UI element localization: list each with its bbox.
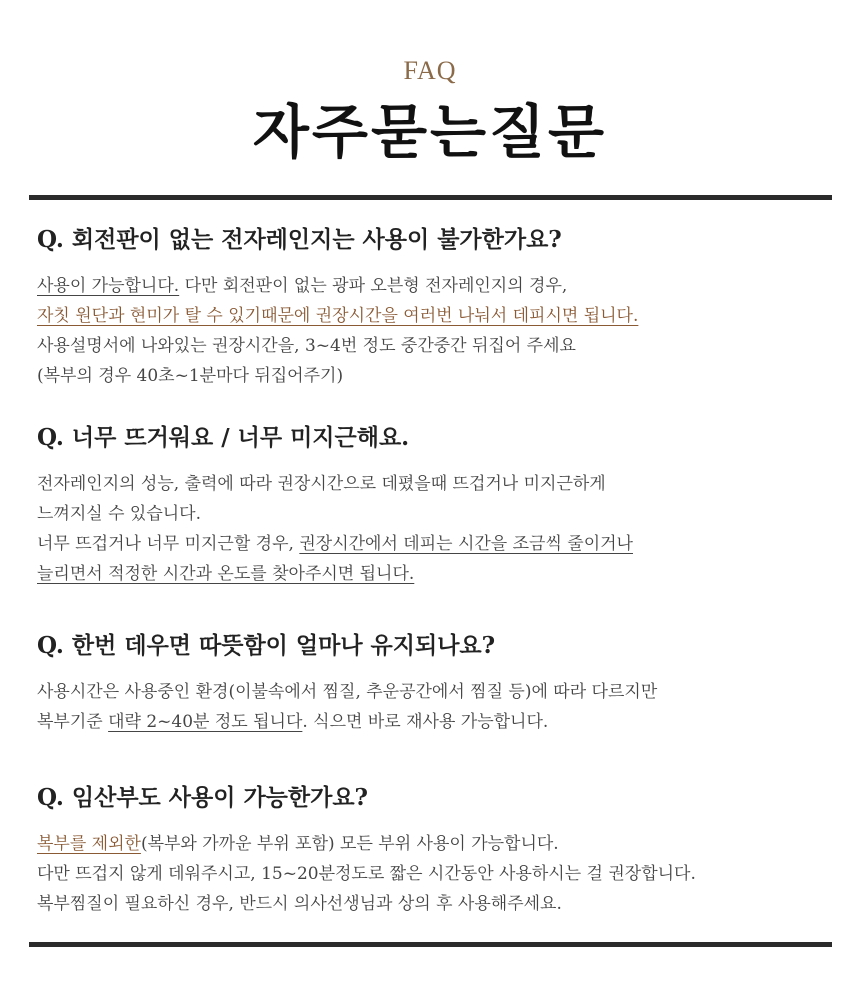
answer-line xyxy=(37,469,827,499)
answer-line xyxy=(37,301,827,331)
answer-line xyxy=(37,529,827,559)
faq-answer xyxy=(37,271,827,391)
answer-text: 전자레인지의 성능, 출력에 따라 권장시간으로 데폈을때 뜨겁거나 미지근하게 xyxy=(37,474,606,494)
faq-item-3 xyxy=(37,631,827,737)
answer-highlight: 늘리면서 적정한 시간과 온도를 찾아주시면 됩니다. xyxy=(37,564,415,584)
faq-item-1 xyxy=(37,225,827,391)
answer-line xyxy=(37,559,827,589)
answer-text: . 식으면 바로 재사용 가능합니다. xyxy=(302,712,549,732)
answer-line xyxy=(37,271,827,301)
answer-text: 사용시간은 사용중인 환경(이불속에서 찜질, 추운공간에서 찜질 등)에 따라 다르지만 xyxy=(37,682,658,702)
answer-highlight: 권장시간에서 데피는 시간을 조금씩 줄이거나 xyxy=(299,534,633,554)
answer-text: 복부찜질이 필요하신 경우, 반드시 의사선생님과 상의 후 사용해주세요. xyxy=(37,894,562,914)
faq-answer xyxy=(37,677,827,737)
answer-line xyxy=(37,859,827,889)
answer-line xyxy=(37,499,827,529)
answer-line xyxy=(37,677,827,707)
faq-question: Q. 회전판이 없는 전자레인지는 사용이 불가한가요? xyxy=(37,226,562,253)
answer-text: 다만 회전판이 없는 광파 오븐형 전자레인지의 경우, xyxy=(179,276,568,296)
answer-text: 느껴지실 수 있습니다. xyxy=(37,504,202,524)
faq-answer xyxy=(37,829,827,919)
faq-item-2 xyxy=(37,423,827,589)
answer-line xyxy=(37,707,827,737)
answer-highlight: 자칫 원단과 현미가 탈 수 있기때문에 권장시간을 여러번 나눠서 데피시면 됩니다. xyxy=(37,306,639,326)
answer-text: 복부기준 xyxy=(37,712,109,732)
page-title: 자주묻는질문 xyxy=(252,98,608,166)
faq-question: Q. 너무 뜨거워요 / 너무 미지근해요. xyxy=(37,424,410,451)
answer-line xyxy=(37,361,827,391)
answer-line xyxy=(37,829,827,859)
answer-highlight: 복부를 제외한 xyxy=(37,834,141,854)
top-divider xyxy=(29,195,832,200)
faq-question: Q. 한번 데우면 따뜻함이 얼마나 유지되나요? xyxy=(37,632,496,659)
faq-answer xyxy=(37,469,827,589)
answer-text: (복부의 경우 40초~1분마다 뒤집어주기) xyxy=(37,366,344,386)
answer-highlight: 사용이 가능합니다. xyxy=(37,276,180,296)
faq-eyebrow: FAQ xyxy=(403,56,457,85)
answer-line xyxy=(37,331,827,361)
answer-text: (복부와 가까운 부위 포함) 모든 부위 사용이 가능합니다. xyxy=(140,834,559,854)
bottom-divider xyxy=(29,942,832,947)
faq-question: Q. 임산부도 사용이 가능한가요? xyxy=(37,784,369,811)
answer-text: 사용설명서에 나와있는 권장시간을, 3~4번 정도 중간중간 뒤집어 주세요 xyxy=(37,336,576,356)
faq-item-4 xyxy=(37,783,827,919)
answer-text: 너무 뜨겁거나 너무 미지근할 경우, xyxy=(37,534,300,554)
answer-highlight: 대략 2~40분 정도 됩니다 xyxy=(108,712,303,732)
answer-line xyxy=(37,889,827,919)
answer-text: 다만 뜨겁지 않게 데워주시고, 15~20분정도로 짧은 시간동안 사용하시는 걸 권장합니다. xyxy=(37,864,696,884)
